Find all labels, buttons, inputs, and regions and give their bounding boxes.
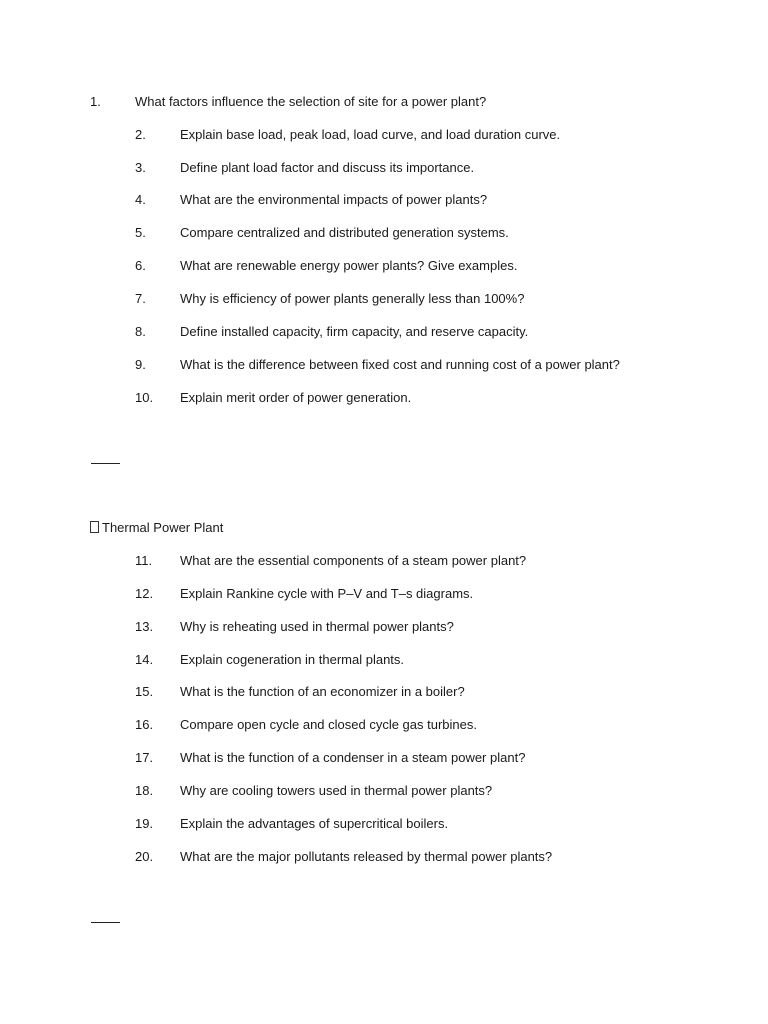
question-text: Compare centralized and distributed generation systems.	[180, 225, 509, 240]
question-text: Define installed capacity, firm capacity, and reserve capacity.	[180, 324, 529, 339]
question-text: Explain cogeneration in thermal plants.	[180, 652, 405, 667]
question-number: 13.	[135, 619, 154, 634]
section-heading	[90, 519, 223, 537]
question-number: 16.	[135, 717, 154, 732]
question-text: Explain the advantages of supercritical boilers.	[180, 816, 449, 831]
question-text: What are the essential components of a steam power plant?	[180, 553, 527, 568]
question-text: What is the function of an economizer in a boiler?	[180, 684, 465, 699]
question-text: Why are cooling towers used in thermal power plants?	[180, 783, 493, 798]
question-text: Why is reheating used in thermal power plants?	[180, 619, 454, 634]
question-text: What is the difference between fixed cost and running cost of a power plant?	[180, 357, 620, 372]
question-number: 2.	[135, 127, 146, 142]
question-number: 20.	[135, 849, 154, 864]
question-number: 6.	[135, 258, 146, 273]
question-text: What factors influence the selection of site for a power plant?	[135, 94, 487, 109]
question-text: Define plant load factor and discuss its importance.	[180, 160, 475, 175]
question-number: 8.	[135, 324, 146, 339]
question-number: 15.	[135, 684, 154, 699]
question-number: 1.	[90, 94, 101, 109]
question-text: Explain base load, peak load, load curve, and load duration curve.	[180, 127, 561, 142]
question-number: 10.	[135, 390, 154, 405]
question-text: What is the function of a condenser in a steam power plant?	[180, 750, 526, 765]
question-number: 9.	[135, 357, 146, 372]
question-text: What are the major pollutants released by thermal power plants?	[180, 849, 553, 864]
section-divider	[91, 463, 120, 464]
question-text: Explain merit order of power generation.	[180, 390, 412, 405]
question-number: 4.	[135, 192, 146, 207]
question-text: Compare open cycle and closed cycle gas turbines.	[180, 717, 477, 732]
question-text: What are the environmental impacts of power plants?	[180, 192, 488, 207]
question-number: 18.	[135, 783, 154, 798]
question-text: What are renewable energy power plants? Give examples.	[180, 258, 518, 273]
section-divider	[91, 922, 120, 923]
missing-glyph-icon	[90, 521, 99, 533]
question-text: Why is efficiency of power plants generally less than 100%?	[180, 291, 525, 306]
section-heading-text: Thermal Power Plant	[102, 520, 224, 535]
question-number: 17.	[135, 750, 154, 765]
question-text: Explain Rankine cycle with P–V and T–s diagrams.	[180, 586, 474, 601]
question-number: 19.	[135, 816, 154, 831]
question-number: 3.	[135, 160, 146, 175]
question-number: 5.	[135, 225, 146, 240]
question-number: 14.	[135, 652, 154, 667]
question-number: 12.	[135, 586, 154, 601]
question-number: 11.	[135, 553, 153, 568]
question-number: 7.	[135, 291, 146, 306]
